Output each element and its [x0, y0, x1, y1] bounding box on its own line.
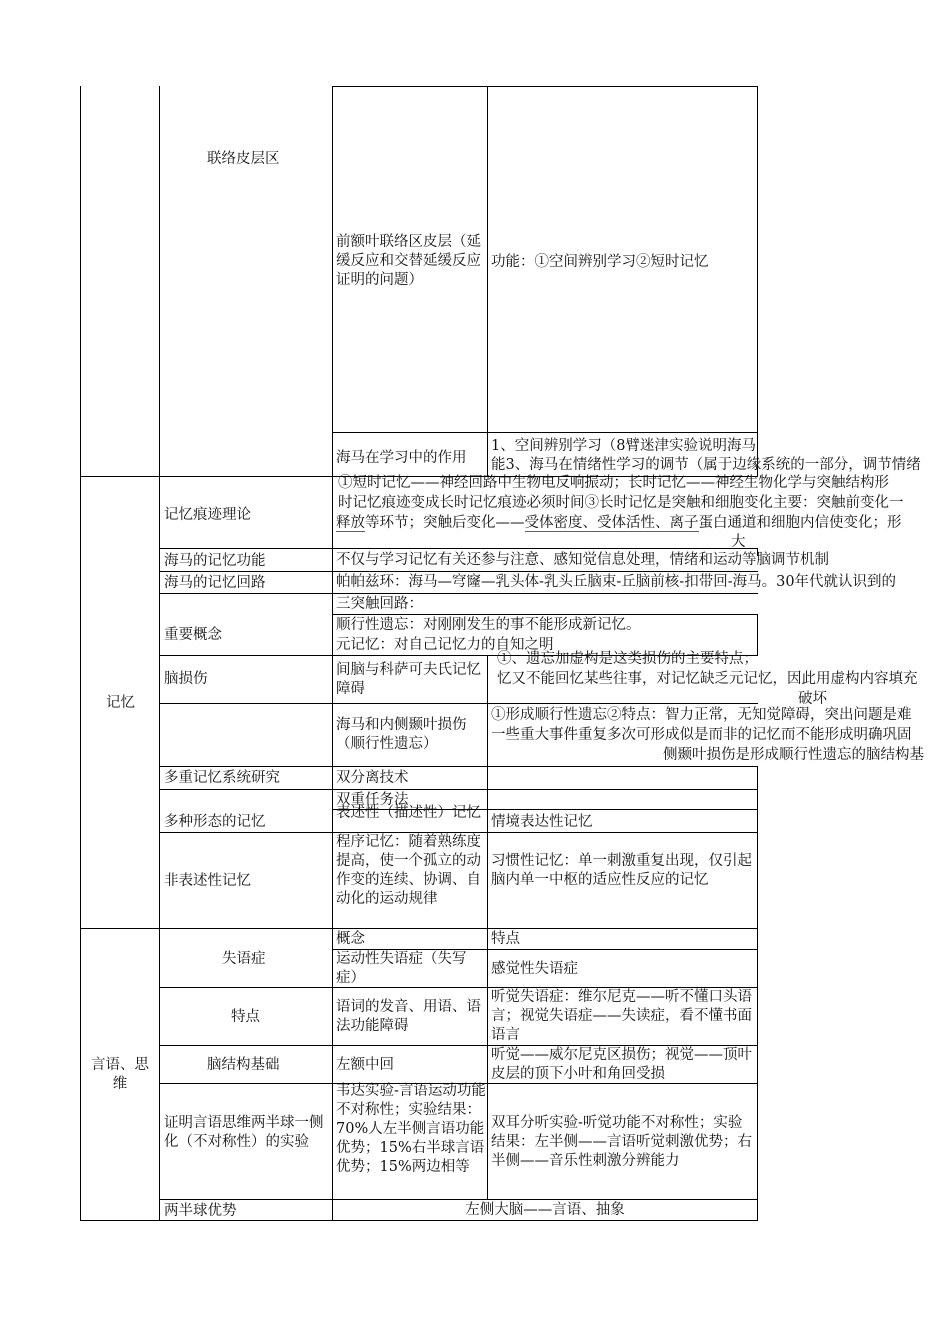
table-border: [159, 703, 758, 704]
table-border: [159, 766, 758, 767]
table-border: [80, 928, 758, 929]
category-memory: 记忆: [106, 695, 135, 711]
sensory-aphasia: 感觉性失语症: [491, 961, 578, 977]
multi-form-b: 情境表达性记忆: [491, 814, 593, 830]
concepts-label: 重要概念: [164, 627, 222, 643]
proof-b: 双耳分听实验-听觉功能不对称性；实验结果：左半侧——言语听觉刺激优势；右半侧——音乐性刺激分辨能力: [491, 1115, 752, 1169]
nondeclarative-b: 习惯性记忆：单一刺激重复出现，仅引起脑内单一中枢的适应性反应的记忆: [491, 853, 752, 888]
temporal-desc3: 侧颞叶损伤是形成顺行性遗忘的脑结构基: [663, 747, 924, 763]
table-border: [159, 548, 758, 549]
aphasia-col2: 特点: [491, 931, 520, 947]
table-border: [487, 928, 488, 1200]
features-b: 听觉失语症：维尔尼克——听不懂口头语言；视觉失语症——失读症，看不懂书面语言: [491, 989, 752, 1043]
aphasia-col1: 概念: [336, 931, 365, 947]
table-border: [159, 789, 758, 790]
underlined-term: 受体密度、受体活性、离子: [524, 515, 699, 531]
table-border: [487, 86, 488, 476]
aphasia-label: 失语症: [222, 951, 266, 967]
trace-theory-line4: 大: [731, 534, 746, 550]
table-border: [332, 432, 758, 433]
proof-label: 证明言语思维两半球一侧化（不对称性）的实验: [164, 1115, 324, 1150]
basis-a: 左额中回: [336, 1057, 394, 1073]
hippo-function-text: 不仅与学习记忆有关还参与注意、感知觉信息处理，情绪和运动等脑调节机制: [336, 552, 829, 568]
hippo-function-label: 海马的记忆功能: [164, 553, 266, 569]
concepts-line1: 顺行性遗忘：对刚刚发生的事不能形成新记忆。: [336, 617, 641, 633]
table-border: [159, 571, 758, 572]
temporal-desc2: 一些重大事件重复多次可形成似是而非的记忆而不能形成明确巩固: [491, 727, 912, 743]
proof-a: 韦达实验-言语运动功能不对称性；实验结果：70%人左半侧言语功能优势；15%右半球言语优势；15%两边相等: [336, 1083, 486, 1175]
trace-theory-line2: 时记忆痕迹变成长时记忆痕迹必须时间③长时记忆是突触和细胞变化主要：突触前变化一: [338, 495, 904, 511]
multi-system-label: 多重记忆系统研究: [164, 770, 280, 786]
temporal-desc1: ①形成顺行性遗忘②特点：智力正常，无知觉障碍，突出问题是难: [491, 707, 912, 723]
basis-label: 脑结构基础: [207, 1057, 280, 1073]
hippo-circuit-text2: 三突触回路：: [336, 596, 423, 612]
sub-label-association-cortex: 联络皮层区: [207, 151, 280, 167]
multi-system-m1: 双分离技术: [336, 770, 409, 786]
motor-aphasia: 运动性失语症（失写症）: [336, 951, 467, 986]
hippocampus-learning-line2: 能3、海马在情绪性学习的调节（属于边缘系统的一部分，调节情绪: [491, 457, 921, 473]
dominance-text: 左侧大脑——言语、抽象: [465, 1202, 625, 1218]
basis-b: 听觉——威尔尼克区损伤；视觉——顶叶皮层的顶下小叶和角回受损: [491, 1047, 752, 1082]
temporal-lobe-cell: 海马和内侧颞叶损伤（顺行性遗忘）: [336, 717, 467, 752]
table-border: [159, 1199, 758, 1200]
table-border: [757, 928, 758, 1221]
hippocampus-learning-label: 海马在学习中的作用: [336, 450, 467, 466]
hippocampus-learning-line1: 1、空间辨别学习（8臂迷津实验说明海马: [491, 438, 756, 454]
nondeclarative-label: 非表述性记忆: [164, 873, 251, 889]
table-border: [159, 86, 160, 1221]
prefrontal-cortex-cell: 前额叶联络区皮层（延缓反应和交替延缓反应证明的问题）: [336, 234, 481, 288]
table-border: [332, 614, 758, 615]
table-border: [757, 86, 758, 476]
dominance-label: 两半球优势: [164, 1203, 237, 1219]
multi-form-label: 多种形态的记忆: [164, 814, 266, 830]
table-border: [332, 86, 758, 87]
brain-damage-label: 脑损伤: [164, 671, 208, 687]
table-border: [159, 593, 758, 594]
korsakoff-desc1: ①、遗忘加虚构是这类损伤的主要特点；: [497, 651, 758, 667]
trace-theory-line3: 释放等环节；突触后变化——受体密度、受体活性、离子蛋白通道和细胞内信使变化；形: [336, 515, 902, 531]
category-language: 言语、思维: [91, 1057, 149, 1092]
table-border: [332, 86, 333, 1221]
hippo-circuit-label: 海马的记忆回路: [164, 575, 266, 591]
features-label: 特点: [231, 1009, 260, 1025]
table-border: [487, 655, 488, 767]
korsakoff-desc3: 破坏: [798, 691, 827, 707]
korsakoff-cell: 间脑与科萨可夫氏记忆障碍: [336, 662, 481, 697]
prefrontal-function: 功能：①空间辨别学习②短时记忆: [491, 254, 709, 270]
underlined-term: 释放: [336, 515, 365, 531]
nondeclarative-a: 程序记忆：随着熟练度提高，使一个孤立的动作变的连续、协调、自动化的运动规律: [336, 834, 481, 907]
trace-theory-label: 记忆痕迹理论: [164, 507, 251, 523]
korsakoff-desc2: 忆又不能回忆某些往事，对记忆缺乏元记忆，因此用虚构内容填充: [497, 671, 918, 687]
hippo-circuit-text: 帕帕兹环：海马—穹窿—乳头体-乳头丘脑束-丘脑前核-扣带回-海马。30年代就认识到的: [336, 574, 897, 590]
features-a: 语词的发音、用语、语法功能障碍: [336, 999, 481, 1034]
table-border: [487, 766, 488, 928]
multi-system-m2: 双重任务法: [336, 792, 409, 808]
table-border: [757, 766, 758, 928]
multi-form-a: 表述性（描述性）记忆: [336, 805, 481, 821]
table-border: [80, 86, 81, 1221]
concepts-line2: 元记忆：对自己记忆力的自知之明: [336, 637, 554, 653]
trace-theory-line1: ①短时记忆——神经回路中生物电反响振动；长时记忆——神经生物化学与突触结构形: [338, 475, 889, 491]
